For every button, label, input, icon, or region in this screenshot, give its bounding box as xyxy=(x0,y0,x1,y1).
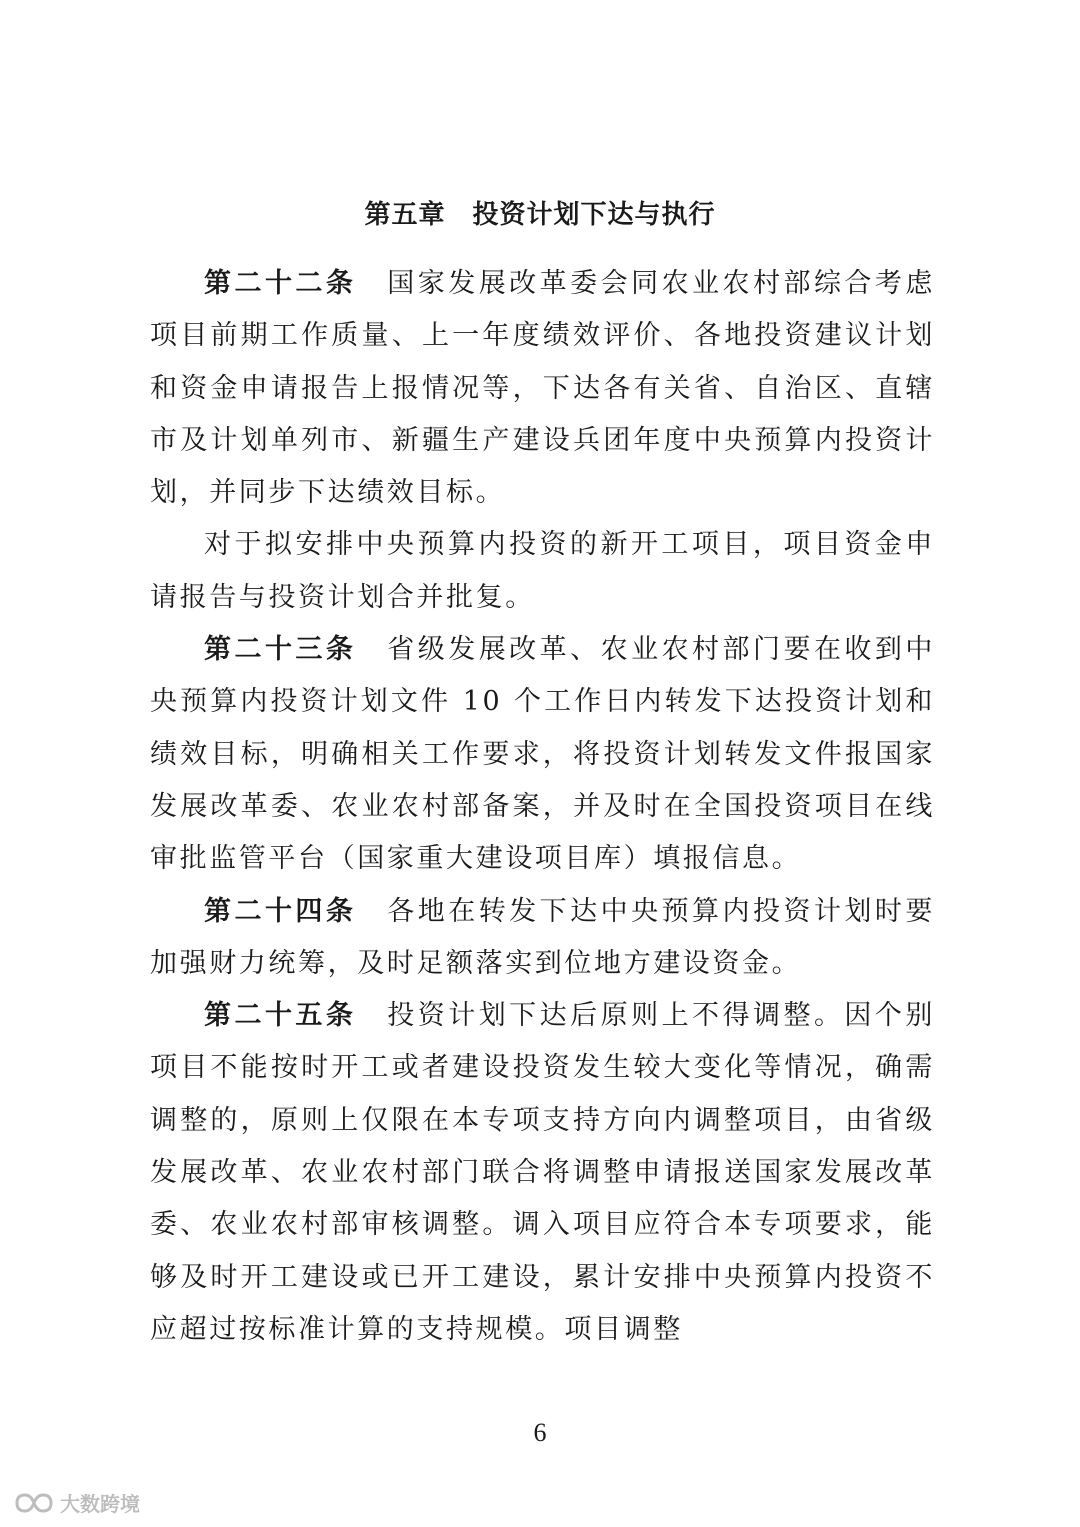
paragraph-article-22-continued xyxy=(150,519,935,624)
article-number: 第二十四条 xyxy=(204,895,357,927)
paragraph-article-22 xyxy=(150,258,935,519)
article-number: 第二十二条 xyxy=(204,268,357,299)
watermark-logo-icon xyxy=(14,1492,54,1514)
paragraph-text: 各地在转发下达中央预算内投资计划时要加强财力统筹，及时足额落实到位地方建设资金。 xyxy=(150,895,935,979)
paragraph-text: 省级发展改革、农业农村部门要在收到中央预算内投资计划文件 10 个工作日内转发下达投资计划和绩效目标，明确相关工作要求，将投资计划转发文件报国家发展改革委、农业农村部备案，并及时在全国投资项目在线审批监管平台（国家重大建设项目库）填报信息。 xyxy=(150,634,935,875)
paragraph-article-25 xyxy=(150,990,935,1356)
paragraph-text: 对于拟安排中央预算内投资的新开工项目，项目资金申请报告与投资计划合并批复。 xyxy=(150,529,935,613)
paragraph-text: 投资计划下达后原则上不得调整。因个别项目不能按时开工或者建设投资发生较大变化等情况，确需调整的，原则上仅限在本专项支持方向内调整项目，由省级发展改革、农业农村部门联合将调整申请报送国家发展改革委、农业农村部审核调整。调入项目应符合本专项要求，能够及时开工建设或已开工建设，累计安排中央预算内投资不应超过按标准计算的支持规模。项目调整 xyxy=(150,1000,935,1345)
paragraph-article-23 xyxy=(150,624,935,885)
page-number: 6 xyxy=(533,1418,547,1447)
document-body xyxy=(150,258,935,1356)
watermark xyxy=(14,1488,140,1517)
watermark-text: 大数跨境 xyxy=(60,1492,140,1516)
paragraph-article-24 xyxy=(150,886,935,991)
chapter-title: 第五章 投资计划下达与执行 xyxy=(364,200,716,230)
article-number: 第二十五条 xyxy=(204,1000,357,1032)
paragraph-text: 国家发展改革委会同农业农村部综合考虑项目前期工作质量、上一年度绩效评价、各地投资建议计划和资金申请报告上报情况等，下达各有关省、自治区、直辖市及计划单列市、新疆生产建设兵团年度中央预算内投资计划，并同步下达绩效目标。 xyxy=(150,268,935,509)
article-number: 第二十三条 xyxy=(204,634,357,666)
